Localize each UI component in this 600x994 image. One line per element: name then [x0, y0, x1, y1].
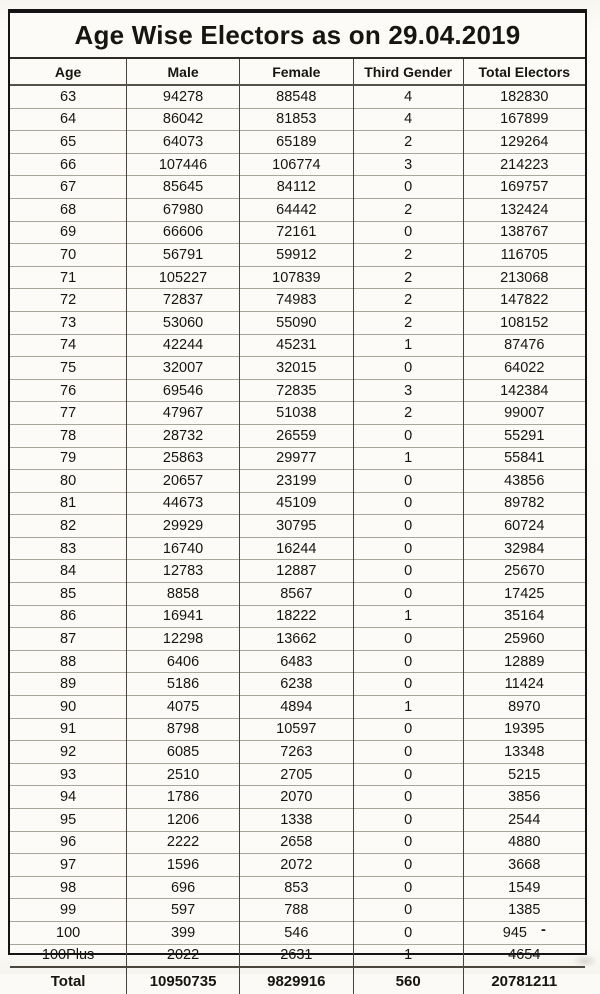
cell-third-gender: 0	[353, 809, 463, 832]
table-row	[10, 583, 585, 606]
cell-male: 85645	[127, 176, 240, 199]
cell-third-gender: 2	[353, 244, 463, 267]
cell-age: 97	[10, 854, 127, 877]
cell-female: 45231	[239, 334, 353, 357]
cell-third-gender: 0	[353, 583, 463, 606]
cell-total-electors: 4654	[463, 944, 585, 967]
cell-total-electors: 60724	[463, 515, 585, 538]
cell-female: 853	[239, 876, 353, 899]
cell-third-gender: 2	[353, 311, 463, 334]
cell-total-electors: 19395	[463, 718, 585, 741]
cell-total-electors: 945 -	[463, 921, 585, 944]
cell-total-electors: 32984	[463, 537, 585, 560]
cell-age: 66	[10, 153, 127, 176]
cell-third-gender: 2	[353, 198, 463, 221]
table-row	[10, 424, 585, 447]
table-row	[10, 198, 585, 221]
cell-age: 96	[10, 831, 127, 854]
electors-table-frame	[8, 9, 587, 990]
cell-male: 42244	[127, 334, 240, 357]
cell-age: 77	[10, 402, 127, 425]
cell-female: 51038	[239, 402, 353, 425]
cell-female: 30795	[239, 515, 353, 538]
cell-third-gender: 1	[353, 334, 463, 357]
cell-third-gender: 0	[353, 650, 463, 673]
cell-female: 88548	[239, 85, 353, 108]
table-row	[10, 537, 585, 560]
cell-total-electors: 214223	[463, 153, 585, 176]
cell-female: 106774	[239, 153, 353, 176]
table-row	[10, 673, 585, 696]
table-row	[10, 357, 585, 380]
cell-total-electors: 3668	[463, 854, 585, 877]
cell-female: 6238	[239, 673, 353, 696]
cell-third-gender: 0	[353, 515, 463, 538]
cell-male: 29929	[127, 515, 240, 538]
cell-male: 25863	[127, 447, 240, 470]
table-row	[10, 696, 585, 719]
cell-female: 546	[239, 921, 353, 944]
cell-female: 2070	[239, 786, 353, 809]
cell-male: 696	[127, 876, 240, 899]
cell-age: 71	[10, 266, 127, 289]
cell-male: 8798	[127, 718, 240, 741]
cell-female: 8567	[239, 583, 353, 606]
cell-female: 12887	[239, 560, 353, 583]
cell-female: 2631	[239, 944, 353, 967]
scan-artifact-dash: -	[540, 921, 546, 938]
cell-age: 75	[10, 357, 127, 380]
cell-female: 72835	[239, 379, 353, 402]
table-row	[10, 628, 585, 651]
cell-total-electors: 64022	[463, 357, 585, 380]
cell-third-gender: 0	[353, 718, 463, 741]
table-footer	[10, 967, 585, 994]
table-row	[10, 786, 585, 809]
cell-male: 69546	[127, 379, 240, 402]
cell-age: 86	[10, 605, 127, 628]
cell-total-electors: 35164	[463, 605, 585, 628]
cell-third-gender: 0	[353, 470, 463, 493]
cell-male: 64073	[127, 131, 240, 154]
cell-third-gender: 0	[353, 921, 463, 944]
total-female-value: 9829916	[239, 967, 353, 994]
cell-age: 82	[10, 515, 127, 538]
cell-female: 10597	[239, 718, 353, 741]
cell-third-gender: 1	[353, 696, 463, 719]
cell-age: 95	[10, 809, 127, 832]
cell-age: 80	[10, 470, 127, 493]
table-row	[10, 921, 585, 944]
page-title: Age Wise Electors as on 29.04.2019	[10, 13, 585, 59]
cell-male: 12298	[127, 628, 240, 651]
table-body	[10, 85, 585, 967]
cell-total-electors: 116705	[463, 244, 585, 267]
cell-age: 100Plus	[10, 944, 127, 967]
cell-male: 597	[127, 899, 240, 922]
cell-total-electors: 8970	[463, 696, 585, 719]
cell-third-gender: 2	[353, 266, 463, 289]
table-row	[10, 605, 585, 628]
cell-male: 32007	[127, 357, 240, 380]
cell-total-electors: 3856	[463, 786, 585, 809]
cell-female: 788	[239, 899, 353, 922]
cell-male: 105227	[127, 266, 240, 289]
cell-female: 4894	[239, 696, 353, 719]
cell-third-gender: 1	[353, 447, 463, 470]
cell-total-electors: 87476	[463, 334, 585, 357]
cell-male: 2510	[127, 763, 240, 786]
cell-male: 8858	[127, 583, 240, 606]
cell-third-gender: 0	[353, 786, 463, 809]
cell-total-electors: 182830	[463, 85, 585, 108]
cell-third-gender: 4	[353, 108, 463, 131]
cell-age: 84	[10, 560, 127, 583]
cell-male: 28732	[127, 424, 240, 447]
cell-age: 90	[10, 696, 127, 719]
cell-total-electors: 129264	[463, 131, 585, 154]
cell-total-electors: 25960	[463, 628, 585, 651]
table-row	[10, 809, 585, 832]
cell-male: 6085	[127, 741, 240, 764]
cell-third-gender: 0	[353, 176, 463, 199]
cell-age: 100	[10, 921, 127, 944]
table-row	[10, 153, 585, 176]
cell-third-gender: 0	[353, 673, 463, 696]
cell-third-gender: 1	[353, 605, 463, 628]
cell-male: 94278	[127, 85, 240, 108]
cell-male: 53060	[127, 311, 240, 334]
cell-female: 84112	[239, 176, 353, 199]
cell-third-gender: 3	[353, 379, 463, 402]
cell-male: 66606	[127, 221, 240, 244]
cell-female: 2705	[239, 763, 353, 786]
cell-age: 63	[10, 85, 127, 108]
table-row	[10, 650, 585, 673]
cell-total-electors: 142384	[463, 379, 585, 402]
table-row	[10, 899, 585, 922]
cell-female: 45109	[239, 492, 353, 515]
cell-total-electors: 1549	[463, 876, 585, 899]
cell-male: 47967	[127, 402, 240, 425]
cell-total-electors: 4880	[463, 831, 585, 854]
table-row	[10, 266, 585, 289]
cell-age: 88	[10, 650, 127, 673]
cell-third-gender: 0	[353, 831, 463, 854]
cell-age: 92	[10, 741, 127, 764]
cell-male: 107446	[127, 153, 240, 176]
cell-female: 6483	[239, 650, 353, 673]
cell-age: 73	[10, 311, 127, 334]
total-label: Total	[10, 967, 127, 994]
table-row	[10, 402, 585, 425]
cell-female: 7263	[239, 741, 353, 764]
cell-male: 67980	[127, 198, 240, 221]
table-row	[10, 311, 585, 334]
cell-male: 86042	[127, 108, 240, 131]
column-header-male: Male	[127, 59, 240, 85]
table-row	[10, 741, 585, 764]
table-row	[10, 718, 585, 741]
cell-third-gender: 0	[353, 424, 463, 447]
cell-female: 13662	[239, 628, 353, 651]
cell-female: 55090	[239, 311, 353, 334]
cell-third-gender: 0	[353, 357, 463, 380]
cell-total-electors: 89782	[463, 492, 585, 515]
cell-male: 16740	[127, 537, 240, 560]
cell-male: 6406	[127, 650, 240, 673]
cell-age: 83	[10, 537, 127, 560]
cell-age: 70	[10, 244, 127, 267]
cell-male: 44673	[127, 492, 240, 515]
cell-age: 98	[10, 876, 127, 899]
cell-third-gender: 0	[353, 876, 463, 899]
cell-female: 1338	[239, 809, 353, 832]
cell-male: 16941	[127, 605, 240, 628]
cell-total-electors: 13348	[463, 741, 585, 764]
table-row	[10, 176, 585, 199]
cell-total-electors: 132424	[463, 198, 585, 221]
cell-age: 64	[10, 108, 127, 131]
cell-total-electors: 99007	[463, 402, 585, 425]
cell-age: 78	[10, 424, 127, 447]
table-row	[10, 85, 585, 108]
cell-total-electors: 108152	[463, 311, 585, 334]
cell-total-electors: 55841	[463, 447, 585, 470]
cell-age: 68	[10, 198, 127, 221]
cell-male: 399	[127, 921, 240, 944]
cell-age: 81	[10, 492, 127, 515]
table-row	[10, 289, 585, 312]
table-row	[10, 763, 585, 786]
table-row	[10, 944, 585, 967]
cell-male: 5186	[127, 673, 240, 696]
cell-male: 1596	[127, 854, 240, 877]
cell-age: 87	[10, 628, 127, 651]
cell-female: 32015	[239, 357, 353, 380]
cell-third-gender: 0	[353, 560, 463, 583]
cell-male: 72837	[127, 289, 240, 312]
cell-total-electors: 213068	[463, 266, 585, 289]
cell-third-gender: 0	[353, 741, 463, 764]
cell-total-electors: 2544	[463, 809, 585, 832]
cell-age: 93	[10, 763, 127, 786]
header-row	[10, 59, 585, 85]
cell-third-gender: 4	[353, 85, 463, 108]
table-row	[10, 854, 585, 877]
cell-third-gender: 0	[353, 537, 463, 560]
column-header-female: Female	[239, 59, 353, 85]
cell-male: 1206	[127, 809, 240, 832]
cell-third-gender: 0	[353, 854, 463, 877]
cell-age: 65	[10, 131, 127, 154]
cell-female: 64442	[239, 198, 353, 221]
cell-female: 29977	[239, 447, 353, 470]
table-row	[10, 470, 585, 493]
cell-female: 16244	[239, 537, 353, 560]
cell-female: 2658	[239, 831, 353, 854]
cell-third-gender: 2	[353, 289, 463, 312]
column-header-age: Age	[10, 59, 127, 85]
cell-age: 85	[10, 583, 127, 606]
column-header-total-electors: Total Electors	[463, 59, 585, 85]
cell-total-electors: 167899	[463, 108, 585, 131]
cell-third-gender: 0	[353, 763, 463, 786]
cell-third-gender: 2	[353, 402, 463, 425]
table-row	[10, 492, 585, 515]
cell-age: 94	[10, 786, 127, 809]
cell-age: 74	[10, 334, 127, 357]
cell-total-electors: 12889	[463, 650, 585, 673]
cell-female: 65189	[239, 131, 353, 154]
cell-third-gender: 0	[353, 492, 463, 515]
table-row	[10, 447, 585, 470]
table-row	[10, 515, 585, 538]
cell-age: 99	[10, 899, 127, 922]
total-row	[10, 967, 585, 994]
table-row	[10, 379, 585, 402]
table-row	[10, 876, 585, 899]
column-header-third-gender: Third Gender	[353, 59, 463, 85]
cell-age: 79	[10, 447, 127, 470]
cell-male: 2222	[127, 831, 240, 854]
cell-total-electors: 138767	[463, 221, 585, 244]
table-row	[10, 831, 585, 854]
cell-total-electors: 147822	[463, 289, 585, 312]
cell-female: 2072	[239, 854, 353, 877]
cell-male: 1786	[127, 786, 240, 809]
table-row	[10, 334, 585, 357]
cell-total-electors: 43856	[463, 470, 585, 493]
cell-total-electors: 25670	[463, 560, 585, 583]
cell-age: 91	[10, 718, 127, 741]
table-row	[10, 244, 585, 267]
cell-third-gender: 3	[353, 153, 463, 176]
cell-female: 72161	[239, 221, 353, 244]
cell-female: 18222	[239, 605, 353, 628]
table-row	[10, 560, 585, 583]
cell-third-gender: 0	[353, 899, 463, 922]
cell-total-electors: 169757	[463, 176, 585, 199]
cell-female: 26559	[239, 424, 353, 447]
cell-third-gender: 2	[353, 131, 463, 154]
cell-female: 81853	[239, 108, 353, 131]
age-wise-electors-table	[10, 59, 585, 994]
cell-age: 89	[10, 673, 127, 696]
total-electors-value: 20781211	[463, 967, 585, 994]
cell-age: 67	[10, 176, 127, 199]
cell-age: 69	[10, 221, 127, 244]
cell-third-gender: 1	[353, 944, 463, 967]
total-third-gender-value: 560	[353, 967, 463, 994]
cell-female: 59912	[239, 244, 353, 267]
cell-third-gender: 0	[353, 221, 463, 244]
table-row	[10, 221, 585, 244]
cell-total-electors: 17425	[463, 583, 585, 606]
cell-male: 20657	[127, 470, 240, 493]
table-header	[10, 59, 585, 85]
cell-total-electors: 1385	[463, 899, 585, 922]
cell-male: 2022	[127, 944, 240, 967]
cell-age: 76	[10, 379, 127, 402]
cell-age: 72	[10, 289, 127, 312]
cell-total-electors: 11424	[463, 673, 585, 696]
cell-third-gender: 0	[353, 628, 463, 651]
cell-female: 74983	[239, 289, 353, 312]
table-row	[10, 131, 585, 154]
cell-male: 12783	[127, 560, 240, 583]
table-row	[10, 108, 585, 131]
total-male-value: 10950735	[127, 967, 240, 994]
cell-total-electors: 5215	[463, 763, 585, 786]
cell-female: 23199	[239, 470, 353, 493]
cell-total-electors: 55291	[463, 424, 585, 447]
cell-male: 4075	[127, 696, 240, 719]
cell-female: 107839	[239, 266, 353, 289]
scan-smudge-artifact	[572, 954, 598, 968]
cell-male: 56791	[127, 244, 240, 267]
